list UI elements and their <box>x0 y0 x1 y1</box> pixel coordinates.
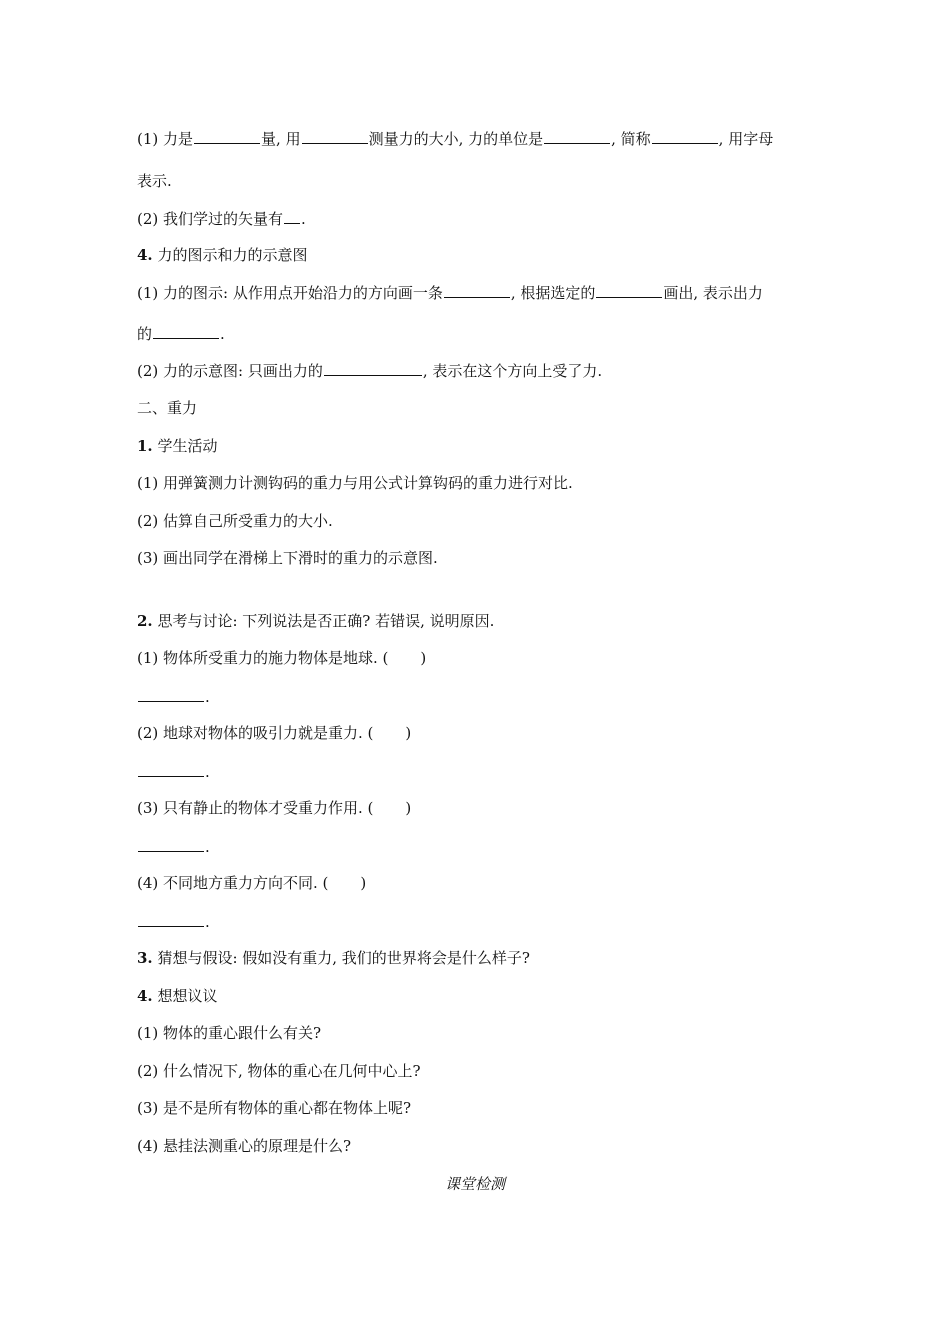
answer-blank[interactable] <box>138 686 204 702</box>
footer-section-title <box>0 1173 950 1194</box>
text: (1) 物体所受重力的施力物体是地球. ( <box>137 649 389 667</box>
text: . <box>205 688 210 706</box>
list-item <box>137 1061 827 1081</box>
heading-text: 力的图示和力的示意图 <box>157 246 308 264</box>
force-unit-question <box>137 128 827 149</box>
vector-question <box>137 208 827 229</box>
answer-blank[interactable] <box>138 836 204 852</box>
text: (2) 估算自己所受重力的大小. <box>137 512 333 530</box>
heading-number: 4. <box>137 246 153 264</box>
list-item <box>137 1136 827 1156</box>
text: , 表示在这个方向上受了力. <box>422 362 603 380</box>
judge-item <box>137 723 827 743</box>
heading-number: 1. <box>137 437 153 455</box>
list-item <box>137 548 827 568</box>
text: (1) 用弹簧测力计测钩码的重力与用公式计算钩码的重力进行对比. <box>137 474 573 492</box>
force-sketch-question <box>137 360 827 381</box>
list-item <box>137 511 827 531</box>
text: . <box>220 325 225 343</box>
text: ) <box>405 799 412 817</box>
text: (2) 什么情况下, 物体的重心在几何中心上? <box>137 1062 421 1080</box>
hypothesis-heading <box>137 948 827 968</box>
answer-blank[interactable] <box>324 360 422 376</box>
activity-heading <box>137 436 827 456</box>
list-item <box>137 1098 827 1118</box>
heading-number: 2. <box>137 612 153 630</box>
force-diagram-question <box>137 282 827 303</box>
answer-blank[interactable] <box>596 282 662 298</box>
heading-number: 3. <box>137 949 153 967</box>
text: (4) 不同地方重力方向不同. ( <box>137 874 329 892</box>
text: , 简称 <box>611 130 651 148</box>
answer-blank[interactable] <box>194 128 260 144</box>
text: 的 <box>137 325 153 343</box>
text: 测量力的大小, 力的单位是 <box>368 130 544 148</box>
text: (3) 是不是所有物体的重心都在物体上呢? <box>137 1099 412 1117</box>
reason-line <box>137 686 827 707</box>
text: (2) 地球对物体的吸引力就是重力. ( <box>137 724 374 742</box>
text: (2) 力的示意图: 只画出力的 <box>137 362 323 380</box>
text: (4) 悬挂法测重心的原理是什么? <box>137 1137 352 1155</box>
text: ) <box>360 874 367 892</box>
text: . <box>301 210 306 228</box>
answer-blank[interactable] <box>302 128 368 144</box>
list-item <box>137 1023 827 1043</box>
heading-number: 4. <box>137 987 153 1005</box>
text: . <box>205 838 210 856</box>
text: . <box>205 763 210 781</box>
discussion-heading <box>137 611 827 631</box>
answer-blank[interactable] <box>284 208 300 224</box>
heading-text: 想想议议 <box>157 987 218 1005</box>
force-unit-question-cont <box>137 171 827 191</box>
answer-blank[interactable] <box>652 128 718 144</box>
text: (3) 画出同学在滑梯上下滑时的重力的示意图. <box>137 549 438 567</box>
text: 表示. <box>137 172 172 190</box>
text: , 根据选定的 <box>510 284 596 302</box>
section-heading <box>137 245 827 265</box>
answer-blank[interactable] <box>544 128 610 144</box>
text: (1) 物体的重心跟什么有关? <box>137 1024 322 1042</box>
text: , 用字母 <box>718 130 774 148</box>
judge-item <box>137 648 827 668</box>
judge-item <box>137 873 827 893</box>
heading-text: 学生活动 <box>157 437 218 455</box>
judge-item <box>137 798 827 818</box>
text: (1) 力的图示: 从作用点开始沿力的方向画一条 <box>137 284 443 302</box>
force-diagram-question-cont <box>137 323 827 344</box>
section-title: 二、重力 <box>137 399 198 417</box>
text: 量, 用 <box>261 130 301 148</box>
think-heading <box>137 986 827 1006</box>
reason-line <box>137 836 827 857</box>
text: 画出, 表示出力 <box>663 284 763 302</box>
list-item <box>137 473 827 493</box>
reason-line <box>137 761 827 782</box>
answer-blank[interactable] <box>444 282 510 298</box>
answer-blank[interactable] <box>153 323 219 339</box>
answer-blank[interactable] <box>138 761 204 777</box>
heading-text: 猜想与假设: 假如没有重力, 我们的世界将会是什么样子? <box>157 949 530 967</box>
text: ) <box>405 724 412 742</box>
text: (2) 我们学过的矢量有 <box>137 210 284 228</box>
text: . <box>205 913 210 931</box>
heading-text: 思考与讨论: 下列说法是否正确? 若错误, 说明原因. <box>157 612 495 630</box>
text: 课堂检测 <box>444 1175 505 1193</box>
section-title-gravity <box>137 398 827 418</box>
text: (3) 只有静止的物体才受重力作用. ( <box>137 799 374 817</box>
text: (1) 力是 <box>137 130 194 148</box>
answer-blank[interactable] <box>138 911 204 927</box>
reason-line <box>137 911 827 932</box>
text: ) <box>420 649 427 667</box>
